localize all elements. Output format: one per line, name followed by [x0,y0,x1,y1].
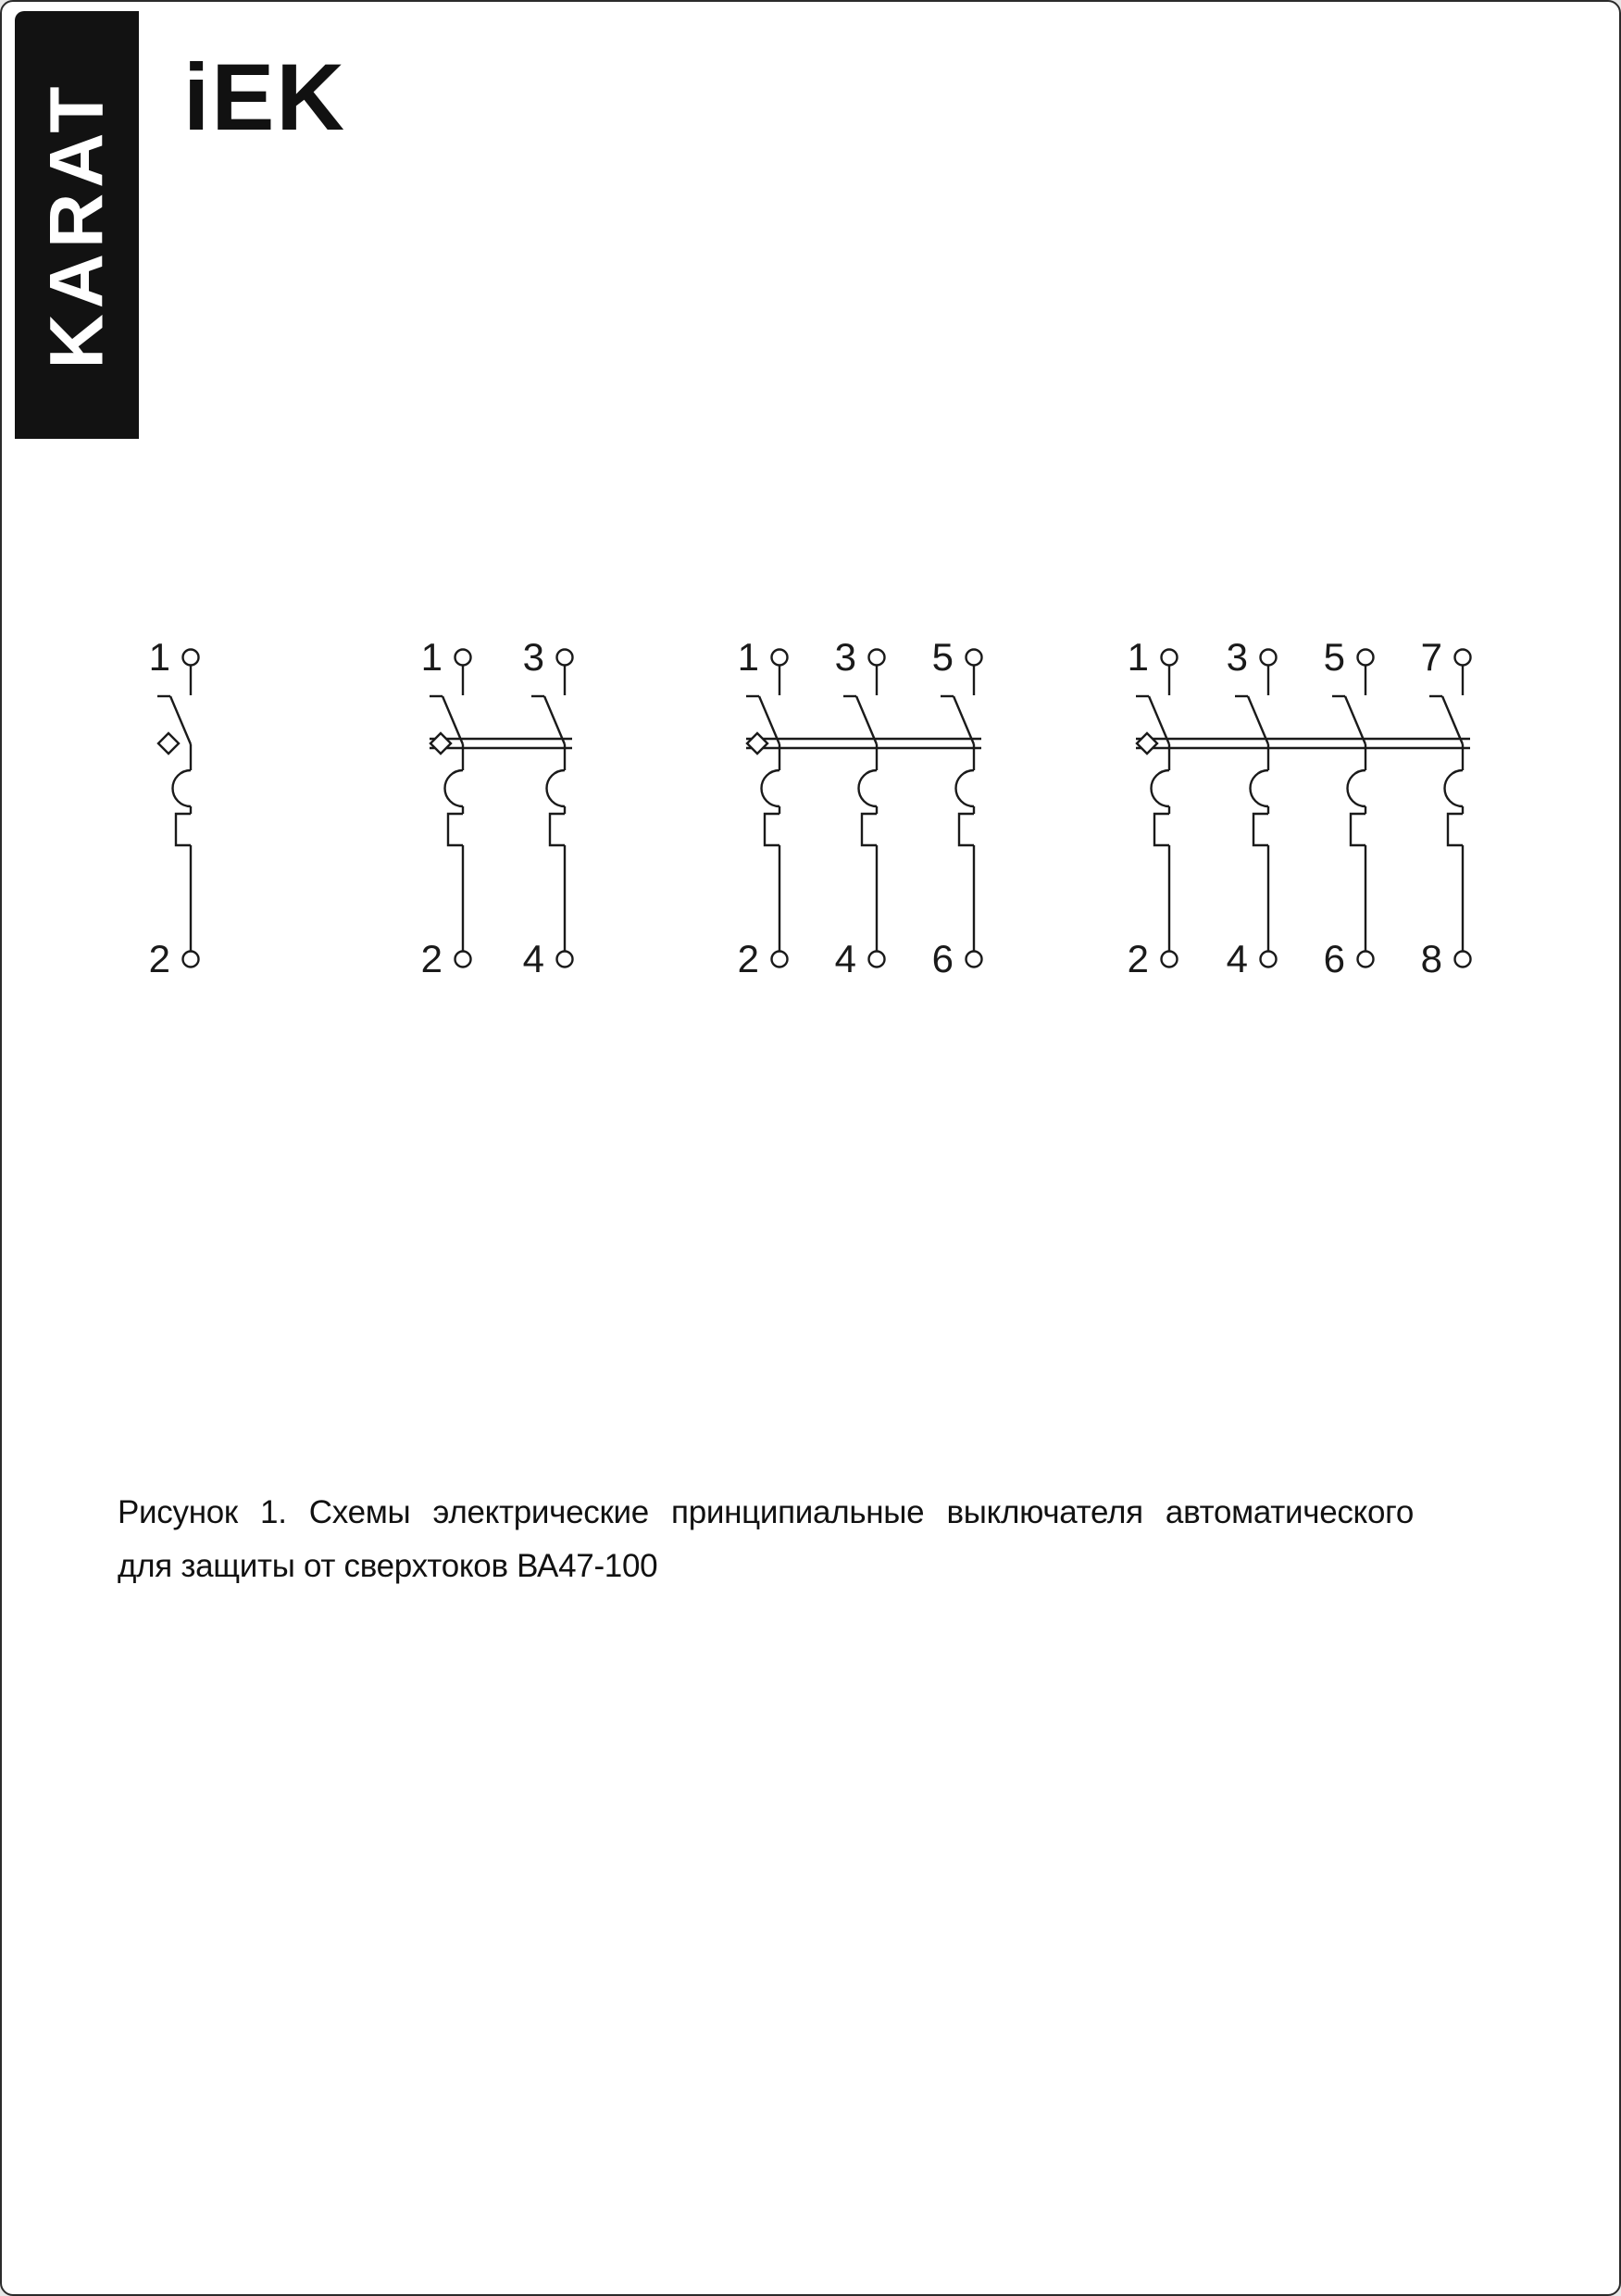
karat-banner-text: KARAT [34,81,118,369]
terminal-label: 2 [1127,937,1149,980]
figure-diagrams [2,2,1621,2296]
terminal-label: 1 [148,635,170,679]
breaker-diagram-4p [1128,635,1471,980]
karat-banner [15,11,139,439]
terminal-label: 1 [420,635,443,679]
terminal-label: 4 [1226,937,1248,980]
terminal-label: 4 [522,937,544,980]
terminal-label: 2 [420,937,443,980]
terminal-label: 7 [1420,635,1442,679]
caption-line-2: для защиты от сверхтоков ВА47-100 [118,1548,658,1584]
terminal-label: 3 [1226,635,1248,679]
breaker-diagram-3p [738,635,982,980]
terminal-label: 4 [834,937,856,980]
terminal-label: 3 [834,635,856,679]
figure-caption [118,1486,1414,1593]
terminal-label: 6 [931,937,954,980]
caption-line-1: Рисунок 1. Схемы электрические принципиальные выключателя автоматического [118,1494,1414,1530]
terminal-label: 6 [1323,937,1345,980]
breaker-diagram-2p [421,635,573,980]
terminal-label: 2 [148,937,170,980]
terminal-label: 3 [522,635,544,679]
terminal-label: 8 [1420,937,1442,980]
terminal-label: 1 [1127,635,1149,679]
terminal-label: 1 [737,635,759,679]
terminal-label: 5 [931,635,954,679]
breaker-diagram-1p [149,635,199,980]
terminal-label: 5 [1323,635,1345,679]
terminal-label: 2 [737,937,759,980]
iek-logo: iEK [183,44,347,150]
